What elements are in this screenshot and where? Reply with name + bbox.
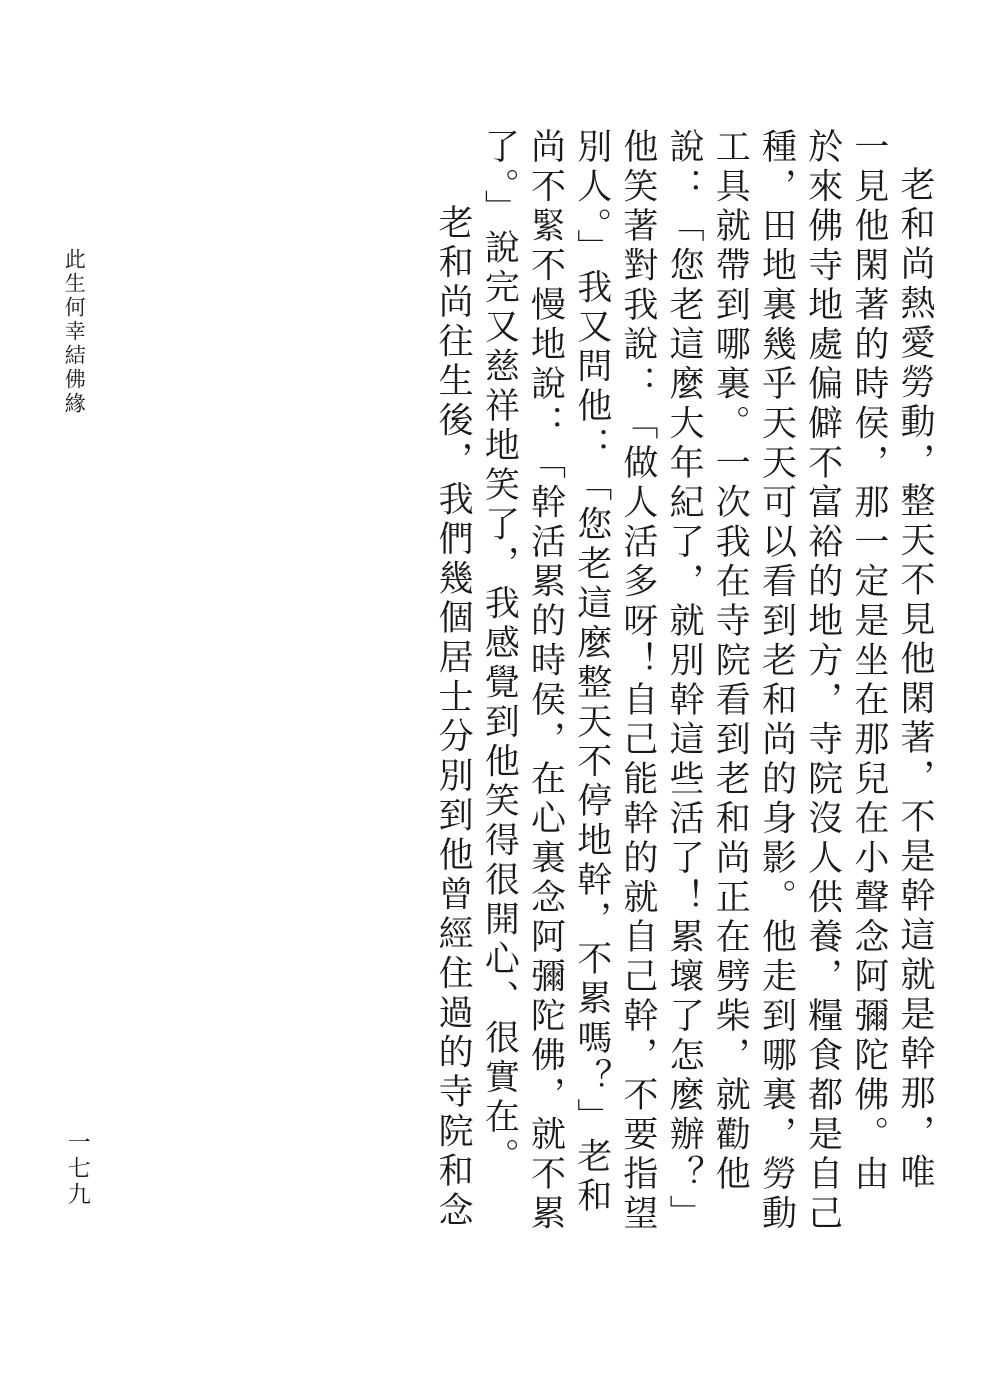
text-column: 一見他閑著的時侯，那一定是坐在那兒在小聲念阿彌陀佛。由 xyxy=(849,128,889,1195)
text-column: 他笑著對我說：「做人活多呀！自己能幹的就自己幹，不要指望 xyxy=(618,128,658,1234)
text-column: 了。」說完又慈祥地笑了，我感覺到他笑得很開心、很實在。 xyxy=(480,128,520,1177)
text-column: 於來佛寺地處偏僻不富裕的地方，寺院沒人供養，糧食都是自己 xyxy=(803,128,843,1234)
text-column: 別人。」我又問他：「您老這麼整天不停地幹，不累嗎？」老和 xyxy=(572,128,612,1217)
text-column: 工具就帶到哪裏。一次我在寺院看到老和尚正在劈柴，就勸他 xyxy=(711,128,751,1195)
text-column: 種，田地裏幾乎天天可以看到老和尚的身影。他走到哪裏，勞動 xyxy=(757,128,797,1234)
text-column: 老和尚熱愛勞動，整天不見他閑著，不是幹這就是幹那，唯 xyxy=(896,166,935,1193)
page-number: 一七九 xyxy=(64,1130,90,1208)
text-column: 說：「您老這麼大年紀了，就別幹這些活了！累壞了怎麼辦？」 xyxy=(665,128,705,1234)
body-text xyxy=(130,128,938,1308)
text-column: 老和尚往生後，我們幾個居士分別到他曾經住過的寺院和念 xyxy=(434,204,474,1231)
text-column: 尚不緊不慢地說：「幹活累的時侯，在心裏念阿彌陀佛，就不累 xyxy=(526,128,566,1234)
running-head: 此生何幸結佛緣 xyxy=(62,248,87,416)
